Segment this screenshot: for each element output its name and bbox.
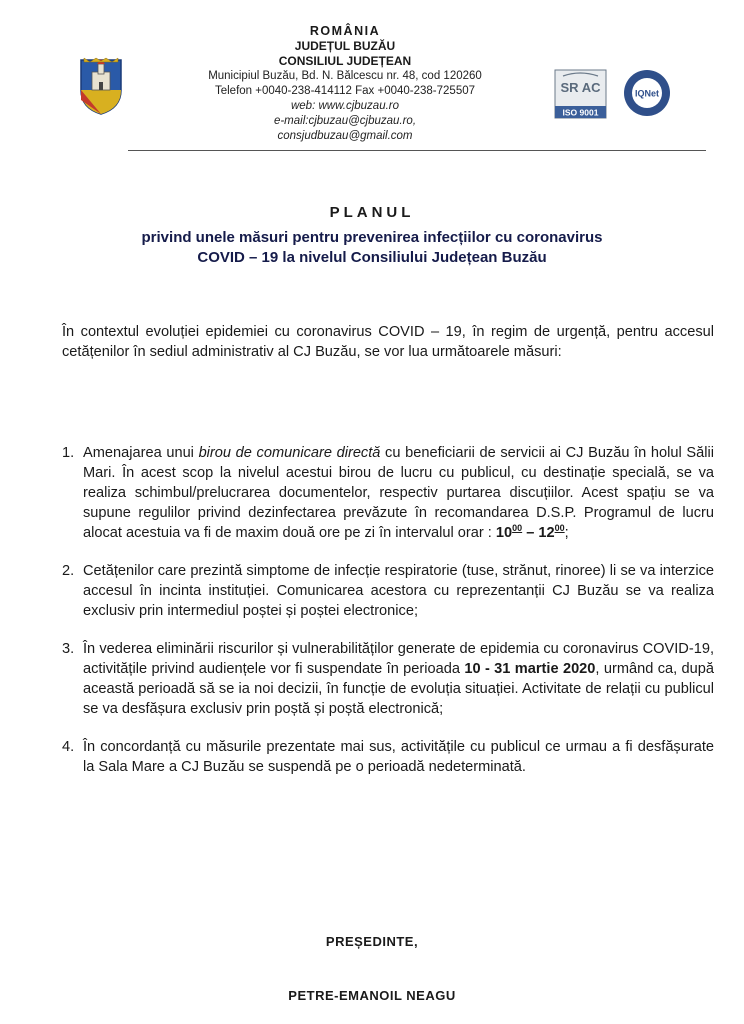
time-end: $12^{00}$ (538, 523, 565, 541)
country-name: ROMÂNIA (309, 24, 381, 38)
list-item (62, 561, 714, 621)
item-text: , urmând ca, după această perioadă să se ia noi decizii, în funcție de evoluția situației. Activitate de relații cu publicul se va desfășura exclusiv prin poștă și poștă electronică; (83, 661, 714, 717)
item-text: cu beneficiarii de servicii ai CJ Buzău în holul Sălii Mari. În acest scop la nivelul acestui birou de lucru cu publicul, cu destinație specială, se va realiza schimbul/prelucrarea documentelor, respectiv purtarea discuțiilor. Acest spațiu se va supune regulilor privind dezinfectarea prevăzute în recomandarea D.S.P. Programul de lucru alocat acestuia va fi de maxim două ore pe zi în intervalul orar : (83, 445, 714, 541)
website-line: web: www.cjbuzau.ro (290, 100, 400, 112)
document-title: PLANUL (329, 204, 415, 221)
item-text: Amenajarea unui (83, 445, 199, 461)
item-text-end: ; (564, 525, 569, 541)
list-item (62, 639, 714, 719)
intro-paragraph: În contextul evoluției epidemiei cu coronavirus COVID – 19, în regim de urgență, pentru accesul cetățenilor în sediul administrativ al CJ Buzău, se vor lua următoarele măsuri: (62, 324, 714, 360)
phone-fax-line: Telefon +0040-238-414112 Fax +0040-238-725507 (214, 85, 476, 97)
time-dash: – (522, 525, 539, 541)
iqnet-certification-logo (622, 68, 672, 118)
time-start: $10^{00}$ (495, 523, 523, 541)
item-number: 3. (62, 641, 75, 657)
letterhead (0, 0, 744, 160)
item-text: Cetățenilor care prezintă simptome de infecție respiratorie (tuse, strănut, rinoree) li se va interzice accesul în incinta instituției. Comunicarea acestora cu reprezentanții CJ Buzău se va realiza exclusiv prin intermediul poștei și poștei electronice; (83, 563, 714, 619)
srac-iso-certification-logo (553, 68, 608, 120)
signatory-name: PETRE-EMANOIL NEAGU (288, 988, 456, 1003)
header-divider (128, 150, 706, 151)
document-subtitle (60, 228, 684, 268)
iso-label: ISO 9001 (562, 107, 599, 118)
county-coat-of-arms-icon (78, 56, 124, 116)
email-line-1: e-mail:cjbuzau@cjbuzau.ro, (273, 115, 417, 127)
item-text: În vederea eliminării riscurilor și vulnerabilităților generate de epidemia cu coronavirus COVID-19, activitățile privind audiențele vor fi suspendate în perioada (83, 641, 714, 677)
subtitle-line-2: COVID – 19 la nivelul Consiliului Județean Buzău (197, 249, 547, 266)
item-number: 1. (62, 445, 75, 461)
item-number: 4. (62, 739, 75, 755)
president-label: PREȘEDINTE, (325, 934, 419, 949)
council-name: CONSILIUL JUDEȚEAN (278, 54, 412, 68)
institution-details (150, 24, 540, 144)
measures-list (62, 443, 714, 795)
address-line: Municipiul Buzău, Bd. N. Bălcescu nr. 48, cod 120260 (208, 70, 482, 82)
date-range: 10 - 31 martie 2020 (464, 661, 596, 677)
iqnet-label: IQNet (634, 88, 660, 99)
item-emphasis: birou de comunicare directă (198, 445, 381, 461)
item-number: 2. (62, 563, 75, 579)
county-name: JUDEȚUL BUZĂU (294, 39, 396, 53)
subtitle-line-1: privind unele măsuri pentru prevenirea infecțiilor cu coronavirus (141, 229, 603, 246)
list-item (62, 737, 714, 777)
list-item (62, 443, 714, 543)
srac-label: SR AC (560, 80, 601, 95)
email-line-2: consjudbuzau@gmail.com (277, 130, 413, 142)
item-text: În concordanță cu măsurile prezentate mai sus, activitățile cu publicul ce urmau a fi desfășurate la Sala Mare a CJ Buzău se suspendă pe o perioadă nedeterminată. (83, 739, 714, 775)
